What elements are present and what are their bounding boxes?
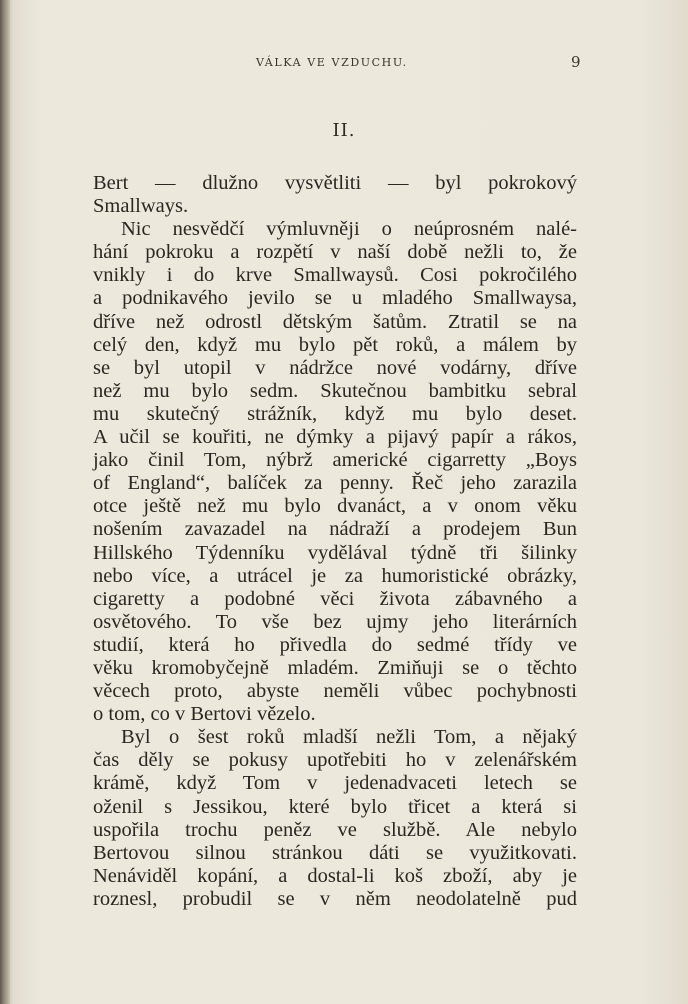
text-line: o tom, co v Bertovi vězelo.: [93, 703, 316, 726]
running-head: VÁLKA VE VZDUCHU.: [256, 56, 408, 69]
text-line: než mu bylo sedm. Skutečnou bambitku sebral: [93, 379, 577, 402]
text-line: Bert — dlužno vysvětliti — byl pokrokový: [93, 172, 577, 194]
text-line: nošením zavazadel na nádraží a prodejem Bun: [93, 518, 577, 541]
text-line: Smallways.: [93, 195, 189, 218]
text-line: a podnikavého jevilo se u mladého Smallwaysa,: [93, 287, 577, 310]
text-line: osvětového. To vše bez ujmy jeho literárních: [93, 610, 577, 633]
text-line: Bertovou silnou stránkou dáti se využitkovati.: [93, 841, 577, 864]
text-line: hání pokroku a rozpětí v naší době nežli to, že: [93, 241, 577, 264]
text-line: Byl o šest roků mladší nežli Tom, a nějaký: [121, 726, 577, 749]
text-line: se byl utopil v nádržce nové vodárny, dříve: [93, 356, 577, 379]
text-line: věcech proto, abyste neměli vůbec pochybnosti: [93, 680, 577, 703]
text-line: otce ještě než mu bylo dvanáct, a v onom věku: [93, 495, 577, 518]
text-line: jako činil Tom, nýbrž americké cigarretty „Boys: [93, 449, 577, 472]
text-line: A učil se kouřiti, ne dýmky a pijavý papír a rákos,: [93, 426, 577, 449]
text-line: vnikly i do krve Smallwaysů. Cosi pokročilého: [93, 264, 577, 287]
text-line: celý den, když mu bylo pět roků, a málem by: [93, 333, 577, 356]
page-header: [0, 53, 688, 73]
text-line: roznesl, probudil se v něm neodolatelně pud: [93, 887, 577, 910]
text-line: Nenáviděl kopání, a dostal-li koš zboží, aby je: [93, 864, 577, 887]
page-spine-shadow: [0, 0, 10, 1004]
text-line: uspořila trochu peněz ve službě. Ale nebylo: [93, 818, 577, 841]
text-line: oženil s Jessikou, které bylo třicet a která si: [93, 795, 577, 818]
text-line: studií, která ho přivedla do sedmé třídy ve: [93, 633, 577, 656]
text-line: cigaretty a podobné věci života zábavného a: [93, 587, 577, 610]
text-line: dříve než odrostl dětským šatům. Ztratil se na: [93, 310, 577, 333]
text-line: krámě, když Tom v jedenadvaceti letech se: [93, 772, 577, 795]
text-line: věku kromobyčejně mladém. Zmiňuji se o těchto: [93, 656, 577, 679]
text-line: nebo více, a utrácel je za humoristické obrázky,: [93, 564, 577, 587]
page-number: 9: [571, 53, 581, 71]
text-line: Nic nesvědčí výmluvněji o neúprosném nalé-: [121, 218, 577, 241]
chapter-heading: II.: [332, 120, 356, 141]
text-line: mu skutečný strážník, když mu bylo deset.: [93, 402, 577, 425]
text-line: Hillského Týdenníku vydělával týdně tři šilinky: [93, 541, 577, 564]
body-text: [93, 172, 577, 911]
text-line: of England“, balíček za penny. Řeč jeho zarazila: [93, 472, 577, 495]
text-line: čas děly se pokusy upotřebiti ho v zelenářském: [93, 749, 577, 772]
